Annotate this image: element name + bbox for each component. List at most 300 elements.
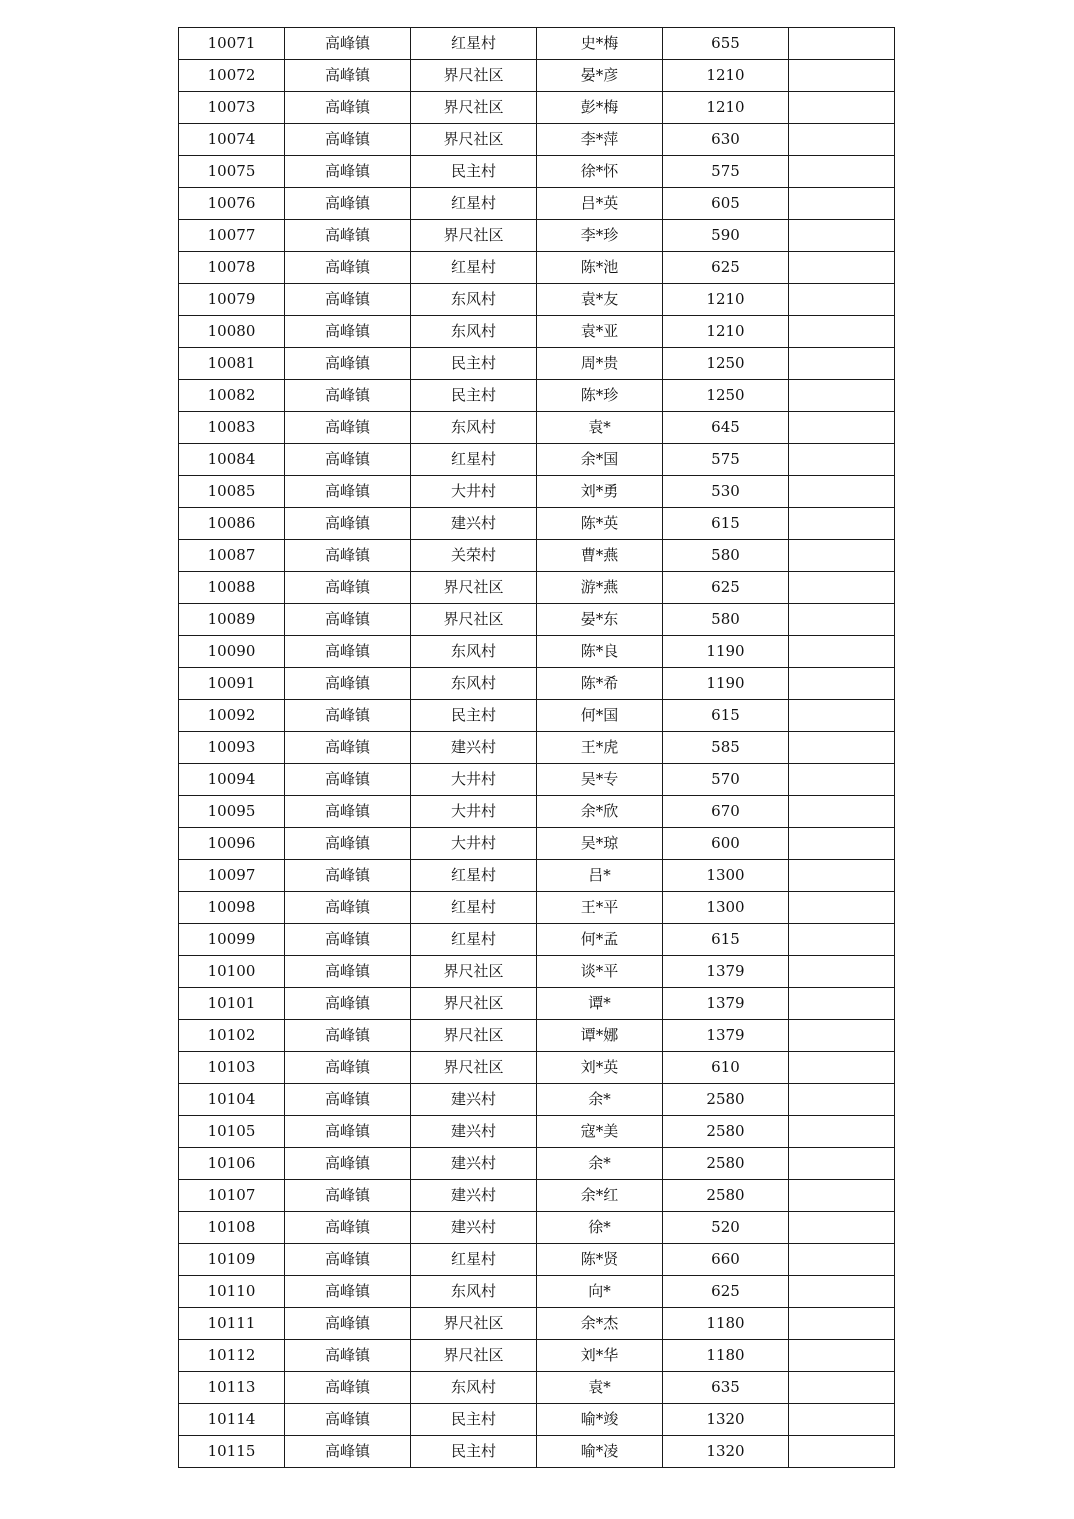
cell-name: 王*虎 bbox=[537, 732, 663, 764]
table-row bbox=[179, 1020, 895, 1052]
cell-amount: 1210 bbox=[663, 60, 789, 92]
cell-note bbox=[789, 860, 895, 892]
table-row bbox=[179, 476, 895, 508]
cell-id: 10092 bbox=[179, 700, 285, 732]
table-row bbox=[179, 1372, 895, 1404]
cell-name: 刘*华 bbox=[537, 1340, 663, 1372]
table-row bbox=[179, 1276, 895, 1308]
cell-name: 何*国 bbox=[537, 700, 663, 732]
cell-note bbox=[789, 892, 895, 924]
table-row bbox=[179, 828, 895, 860]
cell-name: 袁* bbox=[537, 1372, 663, 1404]
cell-amount: 1190 bbox=[663, 636, 789, 668]
cell-note bbox=[789, 284, 895, 316]
cell-amount: 625 bbox=[663, 252, 789, 284]
cell-id: 10115 bbox=[179, 1436, 285, 1468]
table-row bbox=[179, 1084, 895, 1116]
cell-town: 高峰镇 bbox=[285, 476, 411, 508]
cell-amount: 625 bbox=[663, 1276, 789, 1308]
cell-town: 高峰镇 bbox=[285, 220, 411, 252]
cell-note bbox=[789, 668, 895, 700]
cell-id: 10097 bbox=[179, 860, 285, 892]
cell-town: 高峰镇 bbox=[285, 636, 411, 668]
table-row bbox=[179, 348, 895, 380]
table-row bbox=[179, 124, 895, 156]
cell-name: 徐*怀 bbox=[537, 156, 663, 188]
cell-id: 10073 bbox=[179, 92, 285, 124]
cell-village: 东风村 bbox=[411, 1372, 537, 1404]
cell-note bbox=[789, 700, 895, 732]
cell-name: 李*萍 bbox=[537, 124, 663, 156]
cell-note bbox=[789, 1148, 895, 1180]
cell-amount: 520 bbox=[663, 1212, 789, 1244]
cell-village: 民主村 bbox=[411, 348, 537, 380]
cell-note bbox=[789, 476, 895, 508]
cell-amount: 1300 bbox=[663, 860, 789, 892]
cell-town: 高峰镇 bbox=[285, 1340, 411, 1372]
cell-amount: 530 bbox=[663, 476, 789, 508]
cell-village: 大井村 bbox=[411, 796, 537, 828]
cell-amount: 1210 bbox=[663, 92, 789, 124]
cell-village: 红星村 bbox=[411, 444, 537, 476]
cell-name: 陈*珍 bbox=[537, 380, 663, 412]
cell-town: 高峰镇 bbox=[285, 1116, 411, 1148]
cell-town: 高峰镇 bbox=[285, 764, 411, 796]
cell-village: 界尺社区 bbox=[411, 956, 537, 988]
table-row bbox=[179, 316, 895, 348]
cell-town: 高峰镇 bbox=[285, 988, 411, 1020]
cell-note bbox=[789, 1340, 895, 1372]
cell-id: 10080 bbox=[179, 316, 285, 348]
cell-id: 10087 bbox=[179, 540, 285, 572]
table-row bbox=[179, 380, 895, 412]
cell-village: 红星村 bbox=[411, 1244, 537, 1276]
cell-village: 东风村 bbox=[411, 636, 537, 668]
cell-amount: 1180 bbox=[663, 1340, 789, 1372]
cell-note bbox=[789, 1404, 895, 1436]
cell-town: 高峰镇 bbox=[285, 1308, 411, 1340]
cell-amount: 575 bbox=[663, 444, 789, 476]
cell-name: 袁*亚 bbox=[537, 316, 663, 348]
cell-amount: 645 bbox=[663, 412, 789, 444]
cell-id: 10079 bbox=[179, 284, 285, 316]
cell-id: 10094 bbox=[179, 764, 285, 796]
cell-note bbox=[789, 1212, 895, 1244]
cell-note bbox=[789, 572, 895, 604]
cell-name: 曹*燕 bbox=[537, 540, 663, 572]
table-row bbox=[179, 668, 895, 700]
cell-name: 谭* bbox=[537, 988, 663, 1020]
cell-town: 高峰镇 bbox=[285, 1404, 411, 1436]
cell-village: 东风村 bbox=[411, 412, 537, 444]
table-row bbox=[179, 1148, 895, 1180]
table-row bbox=[179, 156, 895, 188]
cell-note bbox=[789, 92, 895, 124]
cell-note bbox=[789, 1276, 895, 1308]
table-row bbox=[179, 284, 895, 316]
cell-id: 10107 bbox=[179, 1180, 285, 1212]
cell-id: 10074 bbox=[179, 124, 285, 156]
cell-name: 袁* bbox=[537, 412, 663, 444]
cell-village: 界尺社区 bbox=[411, 124, 537, 156]
cell-note bbox=[789, 828, 895, 860]
cell-name: 袁*友 bbox=[537, 284, 663, 316]
cell-id: 10111 bbox=[179, 1308, 285, 1340]
cell-id: 10101 bbox=[179, 988, 285, 1020]
cell-town: 高峰镇 bbox=[285, 1244, 411, 1276]
cell-note bbox=[789, 1372, 895, 1404]
cell-town: 高峰镇 bbox=[285, 316, 411, 348]
cell-village: 建兴村 bbox=[411, 508, 537, 540]
cell-village: 界尺社区 bbox=[411, 1340, 537, 1372]
cell-note bbox=[789, 732, 895, 764]
cell-name: 余*杰 bbox=[537, 1308, 663, 1340]
cell-id: 10110 bbox=[179, 1276, 285, 1308]
cell-name: 徐* bbox=[537, 1212, 663, 1244]
cell-town: 高峰镇 bbox=[285, 1148, 411, 1180]
cell-note bbox=[789, 28, 895, 60]
cell-amount: 1379 bbox=[663, 1020, 789, 1052]
cell-note bbox=[789, 412, 895, 444]
cell-amount: 605 bbox=[663, 188, 789, 220]
table-row bbox=[179, 508, 895, 540]
cell-village: 界尺社区 bbox=[411, 60, 537, 92]
cell-id: 10106 bbox=[179, 1148, 285, 1180]
cell-town: 高峰镇 bbox=[285, 92, 411, 124]
cell-note bbox=[789, 540, 895, 572]
cell-name: 史*梅 bbox=[537, 28, 663, 60]
cell-village: 关荣村 bbox=[411, 540, 537, 572]
cell-name: 陈*希 bbox=[537, 668, 663, 700]
cell-amount: 575 bbox=[663, 156, 789, 188]
cell-name: 陈*贤 bbox=[537, 1244, 663, 1276]
cell-town: 高峰镇 bbox=[285, 860, 411, 892]
table-row bbox=[179, 1404, 895, 1436]
cell-town: 高峰镇 bbox=[285, 60, 411, 92]
cell-village: 界尺社区 bbox=[411, 1052, 537, 1084]
table-row bbox=[179, 988, 895, 1020]
cell-id: 10108 bbox=[179, 1212, 285, 1244]
cell-amount: 610 bbox=[663, 1052, 789, 1084]
cell-town: 高峰镇 bbox=[285, 124, 411, 156]
cell-name: 何*孟 bbox=[537, 924, 663, 956]
cell-village: 建兴村 bbox=[411, 1180, 537, 1212]
cell-name: 陈*英 bbox=[537, 508, 663, 540]
cell-note bbox=[789, 348, 895, 380]
cell-village: 界尺社区 bbox=[411, 220, 537, 252]
cell-id: 10098 bbox=[179, 892, 285, 924]
cell-village: 界尺社区 bbox=[411, 1020, 537, 1052]
cell-amount: 625 bbox=[663, 572, 789, 604]
cell-note bbox=[789, 60, 895, 92]
cell-note bbox=[789, 380, 895, 412]
cell-town: 高峰镇 bbox=[285, 828, 411, 860]
cell-id: 10096 bbox=[179, 828, 285, 860]
cell-amount: 580 bbox=[663, 604, 789, 636]
cell-village: 建兴村 bbox=[411, 1084, 537, 1116]
cell-town: 高峰镇 bbox=[285, 1020, 411, 1052]
cell-note bbox=[789, 252, 895, 284]
cell-name: 余* bbox=[537, 1148, 663, 1180]
cell-id: 10103 bbox=[179, 1052, 285, 1084]
table-row bbox=[179, 412, 895, 444]
cell-town: 高峰镇 bbox=[285, 892, 411, 924]
cell-village: 民主村 bbox=[411, 156, 537, 188]
cell-village: 建兴村 bbox=[411, 732, 537, 764]
cell-id: 10105 bbox=[179, 1116, 285, 1148]
cell-note bbox=[789, 764, 895, 796]
cell-name: 余*国 bbox=[537, 444, 663, 476]
cell-name: 陈*池 bbox=[537, 252, 663, 284]
cell-town: 高峰镇 bbox=[285, 1084, 411, 1116]
cell-note bbox=[789, 924, 895, 956]
cell-town: 高峰镇 bbox=[285, 412, 411, 444]
table-row bbox=[179, 764, 895, 796]
cell-amount: 2580 bbox=[663, 1148, 789, 1180]
cell-id: 10109 bbox=[179, 1244, 285, 1276]
cell-town: 高峰镇 bbox=[285, 1180, 411, 1212]
table-row bbox=[179, 1180, 895, 1212]
cell-amount: 1300 bbox=[663, 892, 789, 924]
cell-name: 余* bbox=[537, 1084, 663, 1116]
cell-town: 高峰镇 bbox=[285, 956, 411, 988]
cell-id: 10085 bbox=[179, 476, 285, 508]
cell-note bbox=[789, 508, 895, 540]
cell-note bbox=[789, 220, 895, 252]
cell-village: 红星村 bbox=[411, 892, 537, 924]
cell-village: 东风村 bbox=[411, 316, 537, 348]
cell-amount: 1379 bbox=[663, 956, 789, 988]
cell-name: 刘*勇 bbox=[537, 476, 663, 508]
table-row bbox=[179, 444, 895, 476]
cell-amount: 1190 bbox=[663, 668, 789, 700]
table-row bbox=[179, 92, 895, 124]
cell-name: 吕* bbox=[537, 860, 663, 892]
cell-note bbox=[789, 1436, 895, 1468]
cell-town: 高峰镇 bbox=[285, 924, 411, 956]
cell-amount: 2580 bbox=[663, 1084, 789, 1116]
cell-note bbox=[789, 796, 895, 828]
cell-note bbox=[789, 188, 895, 220]
cell-name: 谭*娜 bbox=[537, 1020, 663, 1052]
cell-village: 民主村 bbox=[411, 380, 537, 412]
cell-note bbox=[789, 1052, 895, 1084]
cell-town: 高峰镇 bbox=[285, 796, 411, 828]
cell-id: 10114 bbox=[179, 1404, 285, 1436]
table-row bbox=[179, 1212, 895, 1244]
cell-town: 高峰镇 bbox=[285, 1276, 411, 1308]
cell-name: 李*珍 bbox=[537, 220, 663, 252]
cell-amount: 615 bbox=[663, 924, 789, 956]
cell-amount: 615 bbox=[663, 508, 789, 540]
cell-village: 红星村 bbox=[411, 860, 537, 892]
cell-id: 10089 bbox=[179, 604, 285, 636]
cell-amount: 1320 bbox=[663, 1436, 789, 1468]
cell-id: 10093 bbox=[179, 732, 285, 764]
table-row bbox=[179, 1308, 895, 1340]
table-row bbox=[179, 604, 895, 636]
table-row bbox=[179, 220, 895, 252]
cell-name: 余*欣 bbox=[537, 796, 663, 828]
cell-name: 谈*平 bbox=[537, 956, 663, 988]
cell-name: 吕*英 bbox=[537, 188, 663, 220]
table-row bbox=[179, 572, 895, 604]
cell-amount: 1180 bbox=[663, 1308, 789, 1340]
data-table bbox=[178, 27, 895, 1468]
cell-amount: 655 bbox=[663, 28, 789, 60]
cell-amount: 2580 bbox=[663, 1180, 789, 1212]
cell-village: 东风村 bbox=[411, 668, 537, 700]
cell-amount: 660 bbox=[663, 1244, 789, 1276]
cell-village: 建兴村 bbox=[411, 1212, 537, 1244]
cell-note bbox=[789, 444, 895, 476]
cell-town: 高峰镇 bbox=[285, 444, 411, 476]
cell-town: 高峰镇 bbox=[285, 188, 411, 220]
cell-id: 10072 bbox=[179, 60, 285, 92]
cell-id: 10104 bbox=[179, 1084, 285, 1116]
cell-name: 陈*良 bbox=[537, 636, 663, 668]
table-row bbox=[179, 1052, 895, 1084]
cell-id: 10078 bbox=[179, 252, 285, 284]
cell-village: 建兴村 bbox=[411, 1116, 537, 1148]
cell-town: 高峰镇 bbox=[285, 540, 411, 572]
cell-village: 大井村 bbox=[411, 764, 537, 796]
cell-amount: 590 bbox=[663, 220, 789, 252]
cell-town: 高峰镇 bbox=[285, 28, 411, 60]
cell-town: 高峰镇 bbox=[285, 668, 411, 700]
cell-id: 10076 bbox=[179, 188, 285, 220]
cell-id: 10081 bbox=[179, 348, 285, 380]
cell-amount: 1210 bbox=[663, 316, 789, 348]
cell-name: 向* bbox=[537, 1276, 663, 1308]
cell-name: 刘*英 bbox=[537, 1052, 663, 1084]
cell-amount: 630 bbox=[663, 124, 789, 156]
cell-amount: 1320 bbox=[663, 1404, 789, 1436]
table-row bbox=[179, 892, 895, 924]
cell-village: 民主村 bbox=[411, 700, 537, 732]
cell-name: 晏*东 bbox=[537, 604, 663, 636]
cell-name: 吴*专 bbox=[537, 764, 663, 796]
cell-id: 10086 bbox=[179, 508, 285, 540]
cell-amount: 580 bbox=[663, 540, 789, 572]
cell-id: 10102 bbox=[179, 1020, 285, 1052]
cell-id: 10100 bbox=[179, 956, 285, 988]
table-row bbox=[179, 924, 895, 956]
cell-village: 界尺社区 bbox=[411, 1308, 537, 1340]
cell-name: 周*贵 bbox=[537, 348, 663, 380]
table-row bbox=[179, 252, 895, 284]
cell-name: 余*红 bbox=[537, 1180, 663, 1212]
cell-id: 10084 bbox=[179, 444, 285, 476]
cell-id: 10099 bbox=[179, 924, 285, 956]
cell-note bbox=[789, 1020, 895, 1052]
cell-amount: 670 bbox=[663, 796, 789, 828]
cell-village: 红星村 bbox=[411, 924, 537, 956]
cell-town: 高峰镇 bbox=[285, 508, 411, 540]
cell-id: 10113 bbox=[179, 1372, 285, 1404]
cell-name: 吴*琼 bbox=[537, 828, 663, 860]
cell-town: 高峰镇 bbox=[285, 348, 411, 380]
cell-id: 10088 bbox=[179, 572, 285, 604]
cell-name: 寇*美 bbox=[537, 1116, 663, 1148]
cell-amount: 1250 bbox=[663, 348, 789, 380]
cell-village: 东风村 bbox=[411, 1276, 537, 1308]
cell-village: 界尺社区 bbox=[411, 988, 537, 1020]
cell-amount: 570 bbox=[663, 764, 789, 796]
cell-town: 高峰镇 bbox=[285, 1212, 411, 1244]
cell-id: 10091 bbox=[179, 668, 285, 700]
table-row bbox=[179, 1340, 895, 1372]
cell-amount: 635 bbox=[663, 1372, 789, 1404]
cell-name: 游*燕 bbox=[537, 572, 663, 604]
cell-id: 10095 bbox=[179, 796, 285, 828]
table-row bbox=[179, 28, 895, 60]
cell-amount: 615 bbox=[663, 700, 789, 732]
cell-name: 彭*梅 bbox=[537, 92, 663, 124]
table-row bbox=[179, 732, 895, 764]
cell-town: 高峰镇 bbox=[285, 380, 411, 412]
cell-note bbox=[789, 1084, 895, 1116]
table-row bbox=[179, 1116, 895, 1148]
cell-amount: 2580 bbox=[663, 1116, 789, 1148]
cell-note bbox=[789, 1180, 895, 1212]
cell-town: 高峰镇 bbox=[285, 252, 411, 284]
table-row bbox=[179, 60, 895, 92]
table-body bbox=[179, 28, 895, 1468]
cell-town: 高峰镇 bbox=[285, 732, 411, 764]
cell-amount: 1210 bbox=[663, 284, 789, 316]
cell-village: 界尺社区 bbox=[411, 572, 537, 604]
cell-village: 大井村 bbox=[411, 828, 537, 860]
cell-amount: 600 bbox=[663, 828, 789, 860]
cell-id: 10082 bbox=[179, 380, 285, 412]
cell-note bbox=[789, 988, 895, 1020]
table-row bbox=[179, 860, 895, 892]
cell-amount: 1379 bbox=[663, 988, 789, 1020]
cell-note bbox=[789, 1244, 895, 1276]
cell-amount: 585 bbox=[663, 732, 789, 764]
cell-village: 建兴村 bbox=[411, 1148, 537, 1180]
table-row bbox=[179, 796, 895, 828]
cell-id: 10090 bbox=[179, 636, 285, 668]
cell-village: 民主村 bbox=[411, 1404, 537, 1436]
cell-town: 高峰镇 bbox=[285, 156, 411, 188]
cell-note bbox=[789, 956, 895, 988]
cell-town: 高峰镇 bbox=[285, 1372, 411, 1404]
table-row bbox=[179, 1436, 895, 1468]
cell-id: 10075 bbox=[179, 156, 285, 188]
cell-town: 高峰镇 bbox=[285, 572, 411, 604]
table-row bbox=[179, 540, 895, 572]
cell-amount: 1250 bbox=[663, 380, 789, 412]
cell-note bbox=[789, 156, 895, 188]
cell-id: 10112 bbox=[179, 1340, 285, 1372]
cell-note bbox=[789, 1308, 895, 1340]
table-row bbox=[179, 636, 895, 668]
cell-village: 界尺社区 bbox=[411, 604, 537, 636]
cell-town: 高峰镇 bbox=[285, 1052, 411, 1084]
cell-note bbox=[789, 316, 895, 348]
cell-village: 东风村 bbox=[411, 284, 537, 316]
cell-village: 界尺社区 bbox=[411, 92, 537, 124]
cell-name: 王*平 bbox=[537, 892, 663, 924]
cell-village: 红星村 bbox=[411, 252, 537, 284]
cell-note bbox=[789, 124, 895, 156]
table-row bbox=[179, 700, 895, 732]
cell-town: 高峰镇 bbox=[285, 284, 411, 316]
cell-village: 红星村 bbox=[411, 188, 537, 220]
cell-note bbox=[789, 604, 895, 636]
